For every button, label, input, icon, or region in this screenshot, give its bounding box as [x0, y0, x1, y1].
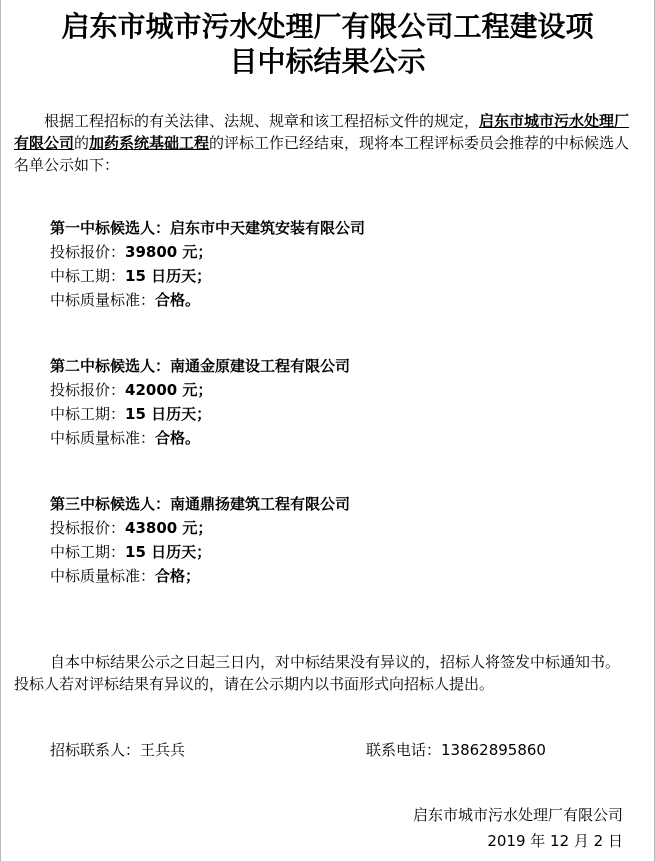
candidate-quality — [50, 426, 640, 450]
footer-organization: 启东市城市污水处理厂有限公司 — [412, 806, 623, 824]
period-label: 中标工期： — [50, 543, 126, 561]
intro-mid: 的 — [74, 134, 90, 152]
candidate-heading: 第三中标候选人：南通鼎扬建筑工程有限公司 — [50, 495, 351, 513]
candidate-heading: 第二中标候选人：南通金原建设工程有限公司 — [50, 357, 351, 375]
candidate-3 — [50, 492, 640, 588]
quality-value: 合格。 — [155, 291, 201, 309]
intro-paragraph — [14, 110, 634, 176]
intro-post: 的评标工作已经结束，现将本工程评标委员会推荐的中标候选人名单公示如下： — [14, 134, 630, 174]
intro-pre: 根据工程招标的有关法律、法规、规章和该工程招标文件的规定， — [44, 112, 480, 130]
candidate-period — [50, 264, 640, 288]
period-label: 中标工期： — [50, 267, 126, 285]
bid-value: 39800 元； — [125, 243, 213, 261]
intro-project: 加药系统基础工程 — [89, 134, 210, 152]
candidate-quality — [50, 288, 640, 312]
quality-label: 中标质量标准： — [50, 429, 156, 447]
bid-label: 投标报价： — [50, 381, 126, 399]
intro-company: 启东市城市污水处理厂有限公司 — [14, 112, 630, 152]
candidate-bid — [50, 516, 640, 540]
footer-date: 2019 年 12 月 2 日 — [487, 832, 623, 850]
period-value: 15 日历天； — [125, 405, 212, 423]
candidate-2 — [50, 354, 640, 450]
notice-paragraph — [14, 651, 634, 695]
bid-label: 投标报价： — [50, 519, 126, 537]
bid-value: 43800 元； — [125, 519, 213, 537]
page-title-line-2: 目中标结果公示 — [229, 45, 426, 78]
period-value: 15 日历天； — [125, 543, 212, 561]
notice-text: 自本中标结果公示之日起三日内，对中标结果没有异议的，招标人将签发中标通知书。投标人若对评标结果有异议的，请在公示期内以书面形式向招标人提出。 — [14, 653, 621, 693]
contact-person: 招标联系人：王兵兵 — [50, 741, 186, 759]
bid-value: 42000 元； — [125, 381, 213, 399]
candidate-heading: 第一中标候选人：启东市中天建筑安装有限公司 — [50, 219, 366, 237]
candidate-period — [50, 540, 640, 564]
candidate-quality — [50, 564, 640, 588]
contact-phone: 联系电话：13862895860 — [366, 741, 546, 759]
quality-value: 合格； — [155, 567, 201, 585]
quality-label: 中标质量标准： — [50, 291, 156, 309]
candidate-bid — [50, 378, 640, 402]
candidate-bid — [50, 240, 640, 264]
candidate-period — [50, 402, 640, 426]
page-border-left — [0, 0, 1, 861]
quality-label: 中标质量标准： — [50, 567, 156, 585]
candidate-1 — [50, 216, 640, 312]
bid-label: 投标报价： — [50, 243, 126, 261]
period-value: 15 日历天； — [125, 267, 212, 285]
period-label: 中标工期： — [50, 405, 126, 423]
quality-value: 合格。 — [155, 429, 201, 447]
page-title-line-1: 启东市城市污水处理厂有限公司工程建设项 — [61, 10, 594, 43]
